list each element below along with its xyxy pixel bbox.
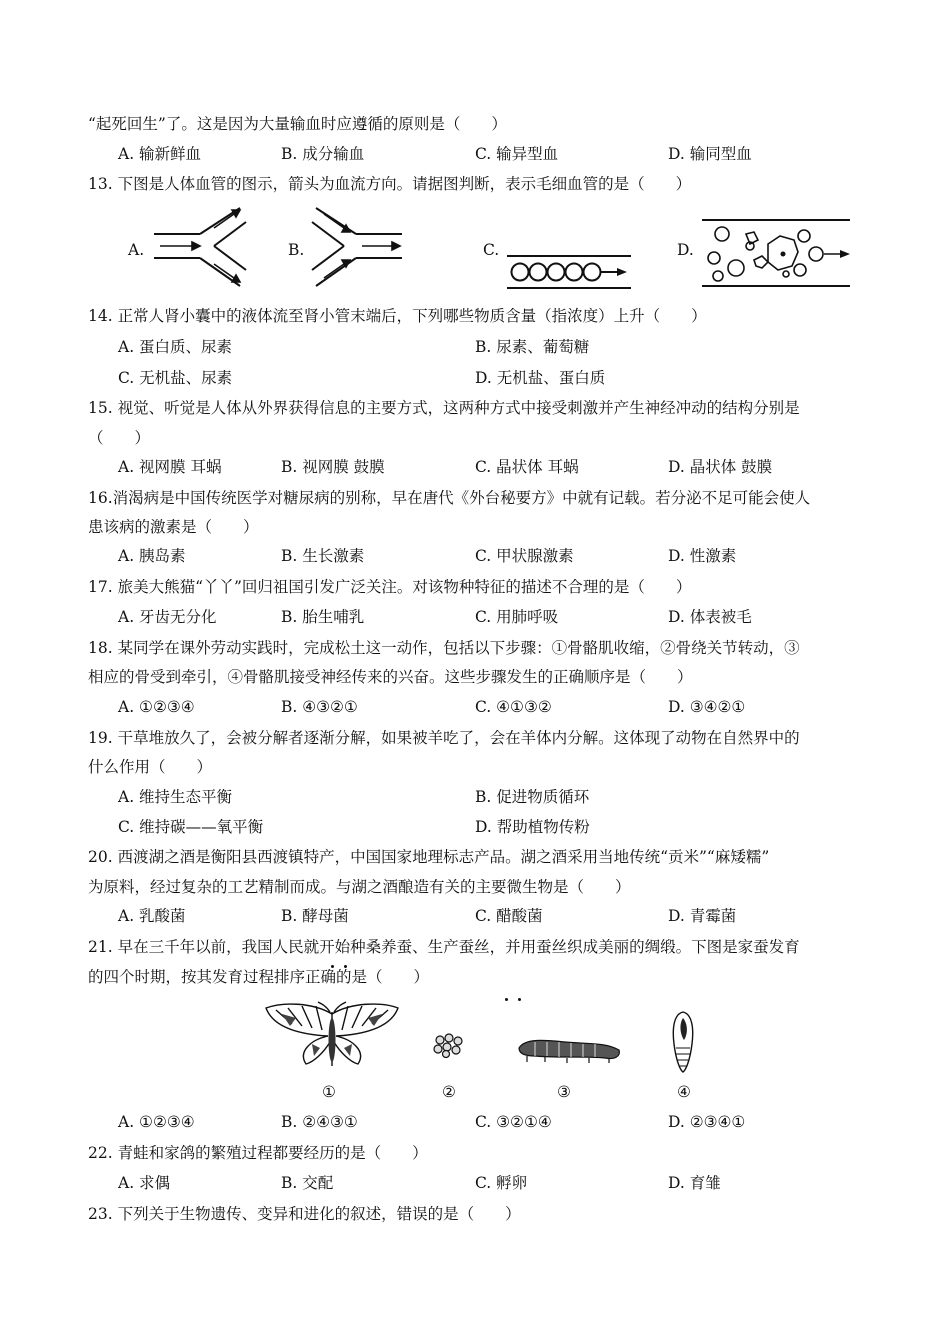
- q22-option-c: C. 孵卵: [475, 1174, 528, 1192]
- q19-option-d: D. 帮助植物传粉: [475, 818, 590, 836]
- question-18-stem-line2: 相应的骨受到牵引，④骨骼肌接受神经传来的兴奋。这些步骤发生的正确顺序是（ ）: [88, 668, 693, 686]
- q16-option-b: B. 生长激素: [281, 547, 365, 565]
- q17-option-a: A. 牙齿无分化: [118, 608, 217, 626]
- q13-figure-label-c: C.: [483, 241, 500, 259]
- q13-figure-label-d: D.: [677, 241, 694, 259]
- silkworm-stage-label-3: ③: [557, 1083, 571, 1101]
- moth-figure: [262, 1000, 402, 1072]
- q15-option-a: A. 视网膜 耳蜗: [118, 458, 222, 476]
- question-21-stem-line1: 21. 早在三千年以前，我国人民就开始种桑养蚕、生产蚕丝，并用蚕丝织成美丽的绸缎。下图是家蚕发育: [88, 938, 800, 956]
- question-23-stem: 23. 下列关于生物遗传、变异和进化的叙述，错误的是（ ）: [88, 1205, 521, 1223]
- q21-option-a: A. ①②③④: [118, 1113, 195, 1131]
- q15-option-b: B. 视网膜 鼓膜: [281, 458, 385, 476]
- q18-option-c: C. ④①③②: [475, 698, 552, 716]
- question-14-stem: 14. 正常人肾小囊中的液体流至肾小管末端后，下列哪些物质含量（指浓度）上升（ ）: [88, 307, 707, 325]
- emphasis-dot: [505, 998, 508, 1001]
- question-20-stem-line1: 20. 西渡湖之酒是衡阳县西渡镇特产，中国国家地理标志产品。湖之酒采用当地传统“贡米”“麻矮糯”: [88, 848, 770, 866]
- q21-option-b: B. ②④③①: [281, 1113, 358, 1131]
- q12-option-b: B. 成分输血: [281, 145, 365, 163]
- vessel-diagram-b: [310, 204, 410, 290]
- q22-option-a: A. 求偶: [118, 1174, 171, 1192]
- q18-option-d: D. ③④②①: [668, 698, 746, 716]
- question-17-stem: 17. 旅美大熊猫“丫丫”回归祖国引发广泛关注。对该物种特征的描述不合理的是（ ）: [88, 578, 692, 596]
- question-21-stem-line2: 的四个时期，按其发育过程排序正确的是（ ）: [88, 968, 430, 986]
- q16-option-a: A. 胰岛素: [118, 547, 186, 565]
- question-19-stem-line1: 19. 干草堆放久了，会被分解者逐渐分解，如果被羊吃了，会在羊体内分解。这体现了动物在自然界中的: [88, 729, 800, 747]
- q16-option-d: D. 性激素: [668, 547, 737, 565]
- q12-option-c: C. 输异型血: [475, 145, 559, 163]
- silkworm-stage-label-4: ④: [677, 1083, 691, 1101]
- question-19-stem-line2: 什么作用（ ）: [88, 758, 213, 776]
- vessel-diagram-d: [700, 216, 852, 290]
- q14-option-a: A. 蛋白质、尿素: [118, 338, 233, 356]
- emphasis-dot: [344, 965, 347, 968]
- q14-option-b: B. 尿素、葡萄糖: [475, 338, 590, 356]
- q22-option-d: D. 育雏: [668, 1174, 721, 1192]
- question-15-stem-line1: 15. 视觉、听觉是人体从外界获得信息的主要方式，这两种方式中接受刺激并产生神经冲动的结构分别是: [88, 399, 800, 417]
- question-16-stem-line1: 16.消渴病是中国传统医学对糖尿病的别称，早在唐代《外台秘要方》中就有记载。若分泌不足可能会使人: [88, 489, 811, 507]
- q20-option-d: D. 青霉菌: [668, 907, 737, 925]
- emphasis-dot: [518, 998, 521, 1001]
- q13-figure-label-b: B.: [288, 241, 305, 259]
- q20-option-c: C. 醋酸菌: [475, 907, 543, 925]
- vessel-diagram-c: [505, 252, 635, 292]
- question-12-stem-end: “起死回生”了。这是因为大量输血时应遵循的原则是（ ）: [88, 115, 507, 133]
- question-15-stem-line2: （ ）: [88, 429, 151, 447]
- silkworm-stage-label-2: ②: [442, 1083, 456, 1101]
- q15-option-c: C. 晶状体 耳蜗: [475, 458, 579, 476]
- q20-option-a: A. 乳酸菌: [118, 907, 186, 925]
- question-20-stem-line2: 为原料，经过复杂的工艺精制而成。与湖之酒酿造有关的主要微生物是（ ）: [88, 878, 631, 896]
- q22-option-b: B. 交配: [281, 1174, 334, 1192]
- q18-option-b: B. ④③②①: [281, 698, 358, 716]
- q19-option-a: A. 维持生态平衡: [118, 788, 233, 806]
- q12-option-d: D. 输同型血: [668, 145, 752, 163]
- q14-option-d: D. 无机盐、蛋白质: [475, 369, 606, 387]
- larva-figure: [515, 1030, 625, 1066]
- question-16-stem-line2: 患该病的激素是（ ）: [88, 518, 259, 536]
- q21-option-c: C. ③②①④: [475, 1113, 552, 1131]
- q19-option-c: C. 维持碳——氧平衡: [118, 818, 264, 836]
- q17-option-b: B. 胎生哺乳: [281, 608, 365, 626]
- q19-option-b: B. 促进物质循环: [475, 788, 590, 806]
- question-18-stem-line1: 18. 某同学在课外劳动实践时，完成松土这一动作，包括以下步骤：①骨骼肌收缩，②骨绕关节转动，③: [88, 639, 800, 657]
- q15-option-d: D. 晶状体 鼓膜: [668, 458, 773, 476]
- q18-option-a: A. ①②③④: [118, 698, 195, 716]
- q14-option-c: C. 无机盐、尿素: [118, 369, 233, 387]
- q21-option-d: D. ②③④①: [668, 1113, 746, 1131]
- emphasis-dot: [331, 965, 334, 968]
- q17-option-d: D. 体表被毛: [668, 608, 752, 626]
- eggs-figure: [432, 1032, 466, 1058]
- question-22-stem: 22. 青蛙和家鸽的繁殖过程都要经历的是（ ）: [88, 1144, 428, 1162]
- q17-option-c: C. 用肺呼吸: [475, 608, 559, 626]
- vessel-diagram-a: [152, 204, 252, 290]
- silkworm-stage-label-1: ①: [322, 1083, 336, 1101]
- q13-figure-label-a: A.: [128, 241, 145, 259]
- q16-option-c: C. 甲状腺激素: [475, 547, 574, 565]
- question-13-stem: 13. 下图是人体血管的图示，箭头为血流方向。请据图判断，表示毛细血管的是（ ）: [88, 175, 692, 193]
- q20-option-b: B. 酵母菌: [281, 907, 349, 925]
- pupa-figure: [670, 1010, 696, 1074]
- q12-option-a: A. 输新鲜血: [118, 145, 202, 163]
